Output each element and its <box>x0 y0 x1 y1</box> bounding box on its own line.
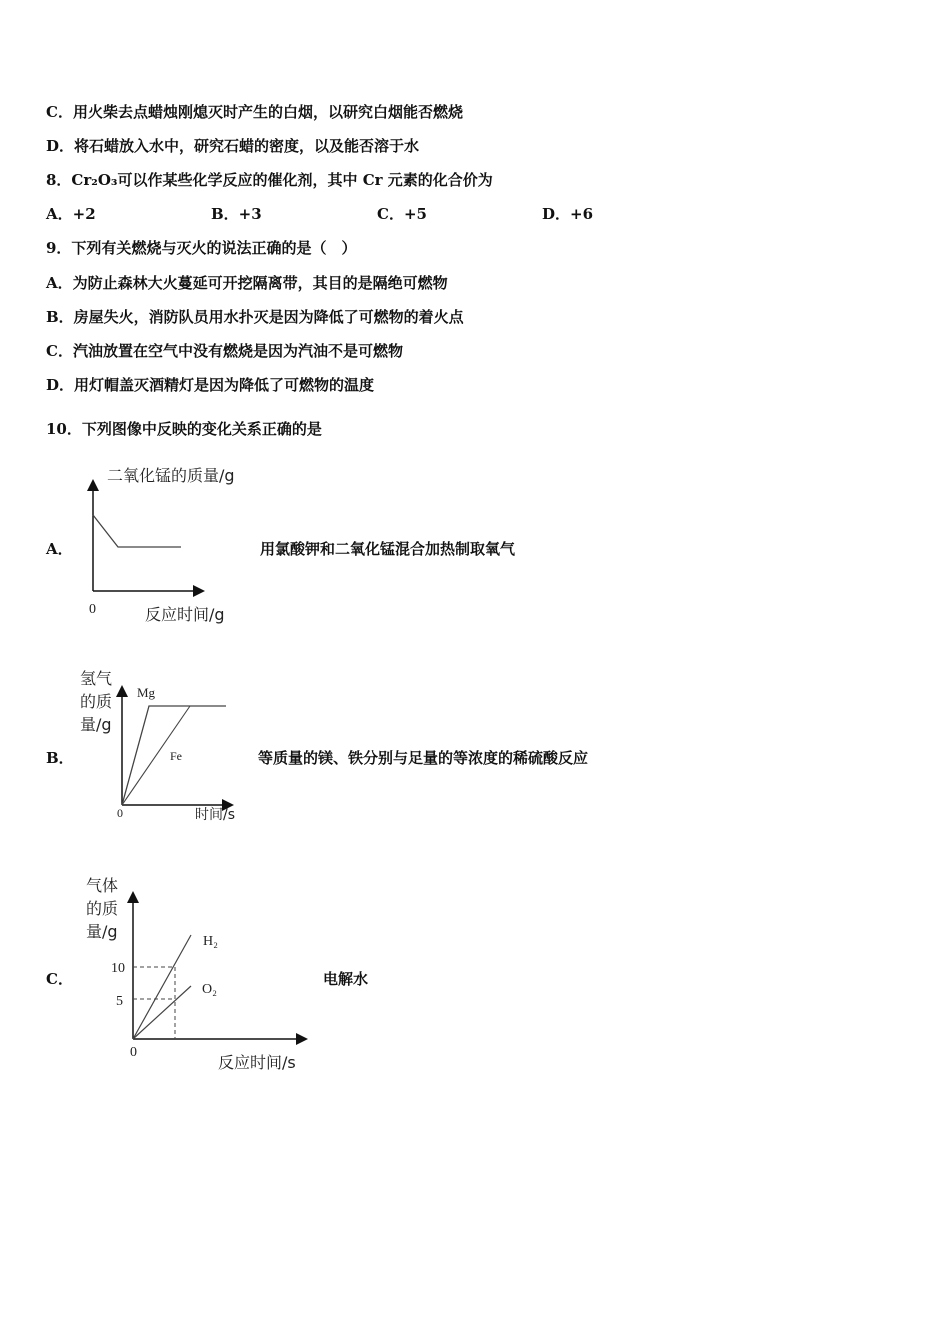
q8-option-c: C．+5 <box>377 205 427 223</box>
figure-c-h2-label: H₂ <box>203 934 218 949</box>
figure-c-o2-line <box>133 986 191 1039</box>
figure-b-fe-label: Fe <box>170 749 182 763</box>
q10-option-a-desc: 用氯酸钾和二氧化锰混合加热制取氧气 <box>260 540 516 558</box>
figure-c-h2-line <box>133 935 191 1039</box>
q8-option-d: D．+6 <box>542 205 594 223</box>
figure-b-y-label-1: 氢气 <box>80 669 113 688</box>
figure-b-graph <box>80 669 235 823</box>
figure-a-graph <box>89 466 235 624</box>
figure-b-y-label-2: 的质 <box>80 692 113 711</box>
figure-c-x-label: 反应时间/s <box>218 1053 296 1072</box>
figure-b-mg-label: Mg <box>137 685 156 700</box>
q8-option-b: B．+3 <box>211 205 262 223</box>
figure-a-x-label: 反应时间/g <box>145 605 225 624</box>
figure-a-origin: 0 <box>89 602 96 617</box>
q9-stem: 9．下列有关燃烧与灭火的说法正确的是（ ） <box>46 239 357 257</box>
figure-c-tick-5: 5 <box>116 994 123 1009</box>
figure-a-mno2-line <box>93 515 181 547</box>
figure-b-y-label-3: 量/g <box>80 715 112 734</box>
q10-option-a-letter: A． <box>46 540 73 558</box>
q7-option-c: C．用火柴去点蜡烛刚熄灭时产生的白烟，以研究白烟能否燃烧 <box>46 103 463 121</box>
figure-c-y-label-1: 气体 <box>86 876 119 895</box>
q9-option-a: A．为防止森林大火蔓延可开挖隔离带，其目的是隔绝可燃物 <box>46 274 448 292</box>
q9-option-d: D．用灯帽盖灭酒精灯是因为降低了可燃物的温度 <box>46 376 375 394</box>
q9-option-c: C．汽油放置在空气中没有燃烧是因为汽油不是可燃物 <box>46 342 403 360</box>
figure-a-y-label: 二氧化锰的质量/g <box>107 466 235 485</box>
figure-c-y-label-2: 的质 <box>86 899 119 918</box>
q7-option-d: D．将石蜡放入水中，研究石蜡的密度，以及能否溶于水 <box>46 137 420 155</box>
figure-b-x-label: 时间/s <box>195 807 236 823</box>
figure-c-origin: 0 <box>130 1045 137 1060</box>
figure-c-graph <box>86 876 305 1072</box>
q9-option-b: B．房屋失火，消防队员用水扑灭是因为降低了可燃物的着火点 <box>46 308 464 326</box>
q10-option-c-desc: 电解水 <box>323 970 369 988</box>
q10-stem: 10．下列图像中反映的变化关系正确的是 <box>46 420 322 438</box>
figure-c-o2-label: O₂ <box>202 982 217 997</box>
q10-option-b-letter: B． <box>46 749 74 767</box>
q10-option-c-letter: C． <box>46 970 73 988</box>
figure-c-y-label-3: 量/g <box>86 922 118 941</box>
q8-option-a: A．+2 <box>46 205 96 223</box>
figure-b-origin: 0 <box>117 806 123 820</box>
figure-c-tick-10: 10 <box>111 961 125 976</box>
q8-stem: 8．Cr₂O₃可以作某些化学反应的催化剂，其中 Cr 元素的化合价为 <box>46 171 493 189</box>
q10-option-b-desc: 等质量的镁、铁分别与足量的等浓度的稀硫酸反应 <box>258 749 589 767</box>
